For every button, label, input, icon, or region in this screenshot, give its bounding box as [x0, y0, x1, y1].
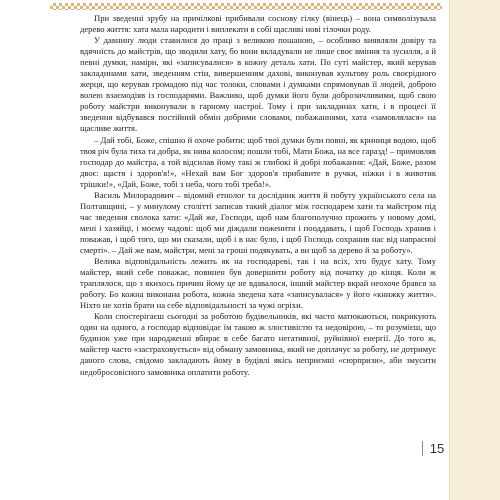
paragraph: Коли спостерігаєш сьогодні за роботою будівельників, які часто матюкаються, покрикують один на одного, а господар відповідає їм такою ж злостивістю та недовірою, – то розумієш, що будинок уже при народженні вбирає в себе багато негативної, руйнівної енергії. До того ж, майстер часто «застраховується» від обману замовника, який не доплачує за роботу, не дотримує даного слова, свідомо закладають йому в будівлі якісь неприємні «сюрпризи», аби змусити недобросовісного замовника оплатити роботу.: [80, 311, 436, 377]
decorative-side-strip: [449, 0, 500, 500]
paragraph: При зведенні зрубу на причілкові прибивали соснову гілку (вінець) – вона символізувала дерево життя: хата мала народити і виплекати в собі щасливі нові гілочки роду.: [80, 13, 436, 35]
paragraph: Велика відповідальність лежить як на господареві, так і на всіх, хто будує хату. Тому майстер, який себе поважає, повинен був довершити роботу від початку до кінця. Коли ж траплялося, що з якихось причин йому це не вдавалося, інший майстер вкрай неохоче брався за роботу. Бо кожна виконана робота, кожна зведена хата «записувалася» у його «книжку життя». Ніхто не хотів брати на себе відповідальності за чужі огріхи.: [80, 256, 436, 311]
decorative-top-border: [50, 3, 442, 10]
paragraph: – Дай тобі, Боже, спішно й охоче робити: щоб твої думки були повні, як криниця водою, щоб твоя річ була тиха та добра, як нива колосом; пошли тобі, Мати Божа, на все гаразд! – примовляв господар до майстра, а той відсилав йому такі ж глибокі й добрі побажання: «Дай, Боже, разом двоє: щастя і здоров'я!», «Нехай вам Бог здоров'я прибавите в ручки, ніжки і в животик трішки!», «Дай, Боже, тобі з неба, чого тобі треба!».: [80, 134, 436, 189]
page-number: 15: [422, 441, 448, 456]
paragraph: У давнину люди ставилися до праці з великою пошаною, – особливо виявляли довіру та вдячність до майстрів, що зводили хату, бо вони вкладували не лише своє вміння та зусилля, а й певні думки, наміри, які «записувалися» в кожну деталь хати. По суті майстер, який керував закладинами хати, зведенням стін, вивершенням дахові, виконував культову роль своєрідного жерця, що керував громадою під час толоки, словами і думками спрямовував її людей, доброю волею взаємодіяв із господарями. Важливо, щоб думки його були доброзичливими, щоб свою роботу майстри виконували в гарному настрої. Тому і при закладинах хати, і в процесі її зведення відбувався постійний обмін добрими словами, побажаннями, хата «замовлялася» на щасливе життя.: [80, 35, 436, 134]
paragraph: Василь Милорадович – відомий етнолог та дослідник життя й побуту українського села на Полтавщині, – у минулому столітті записав такий діалог між господарем хати та майстром під час зведення сволока хати: «Дай же, Господи, щоб нам благополучно прожить у новому домі, мені і хазяйці, і моєму чадові: щоб ми діждали поженити і пооддавать, і щоб Господь хранив і поважав, і щоб того, що ми сказали, щоб і в нас було, і щоб Господь сохранив нас від напрасної смерті». – Дай же вам, майстри, мені за гроші подякувать, а ви щоб за дерево й за роботу».: [80, 189, 436, 255]
body-text: [80, 13, 436, 378]
